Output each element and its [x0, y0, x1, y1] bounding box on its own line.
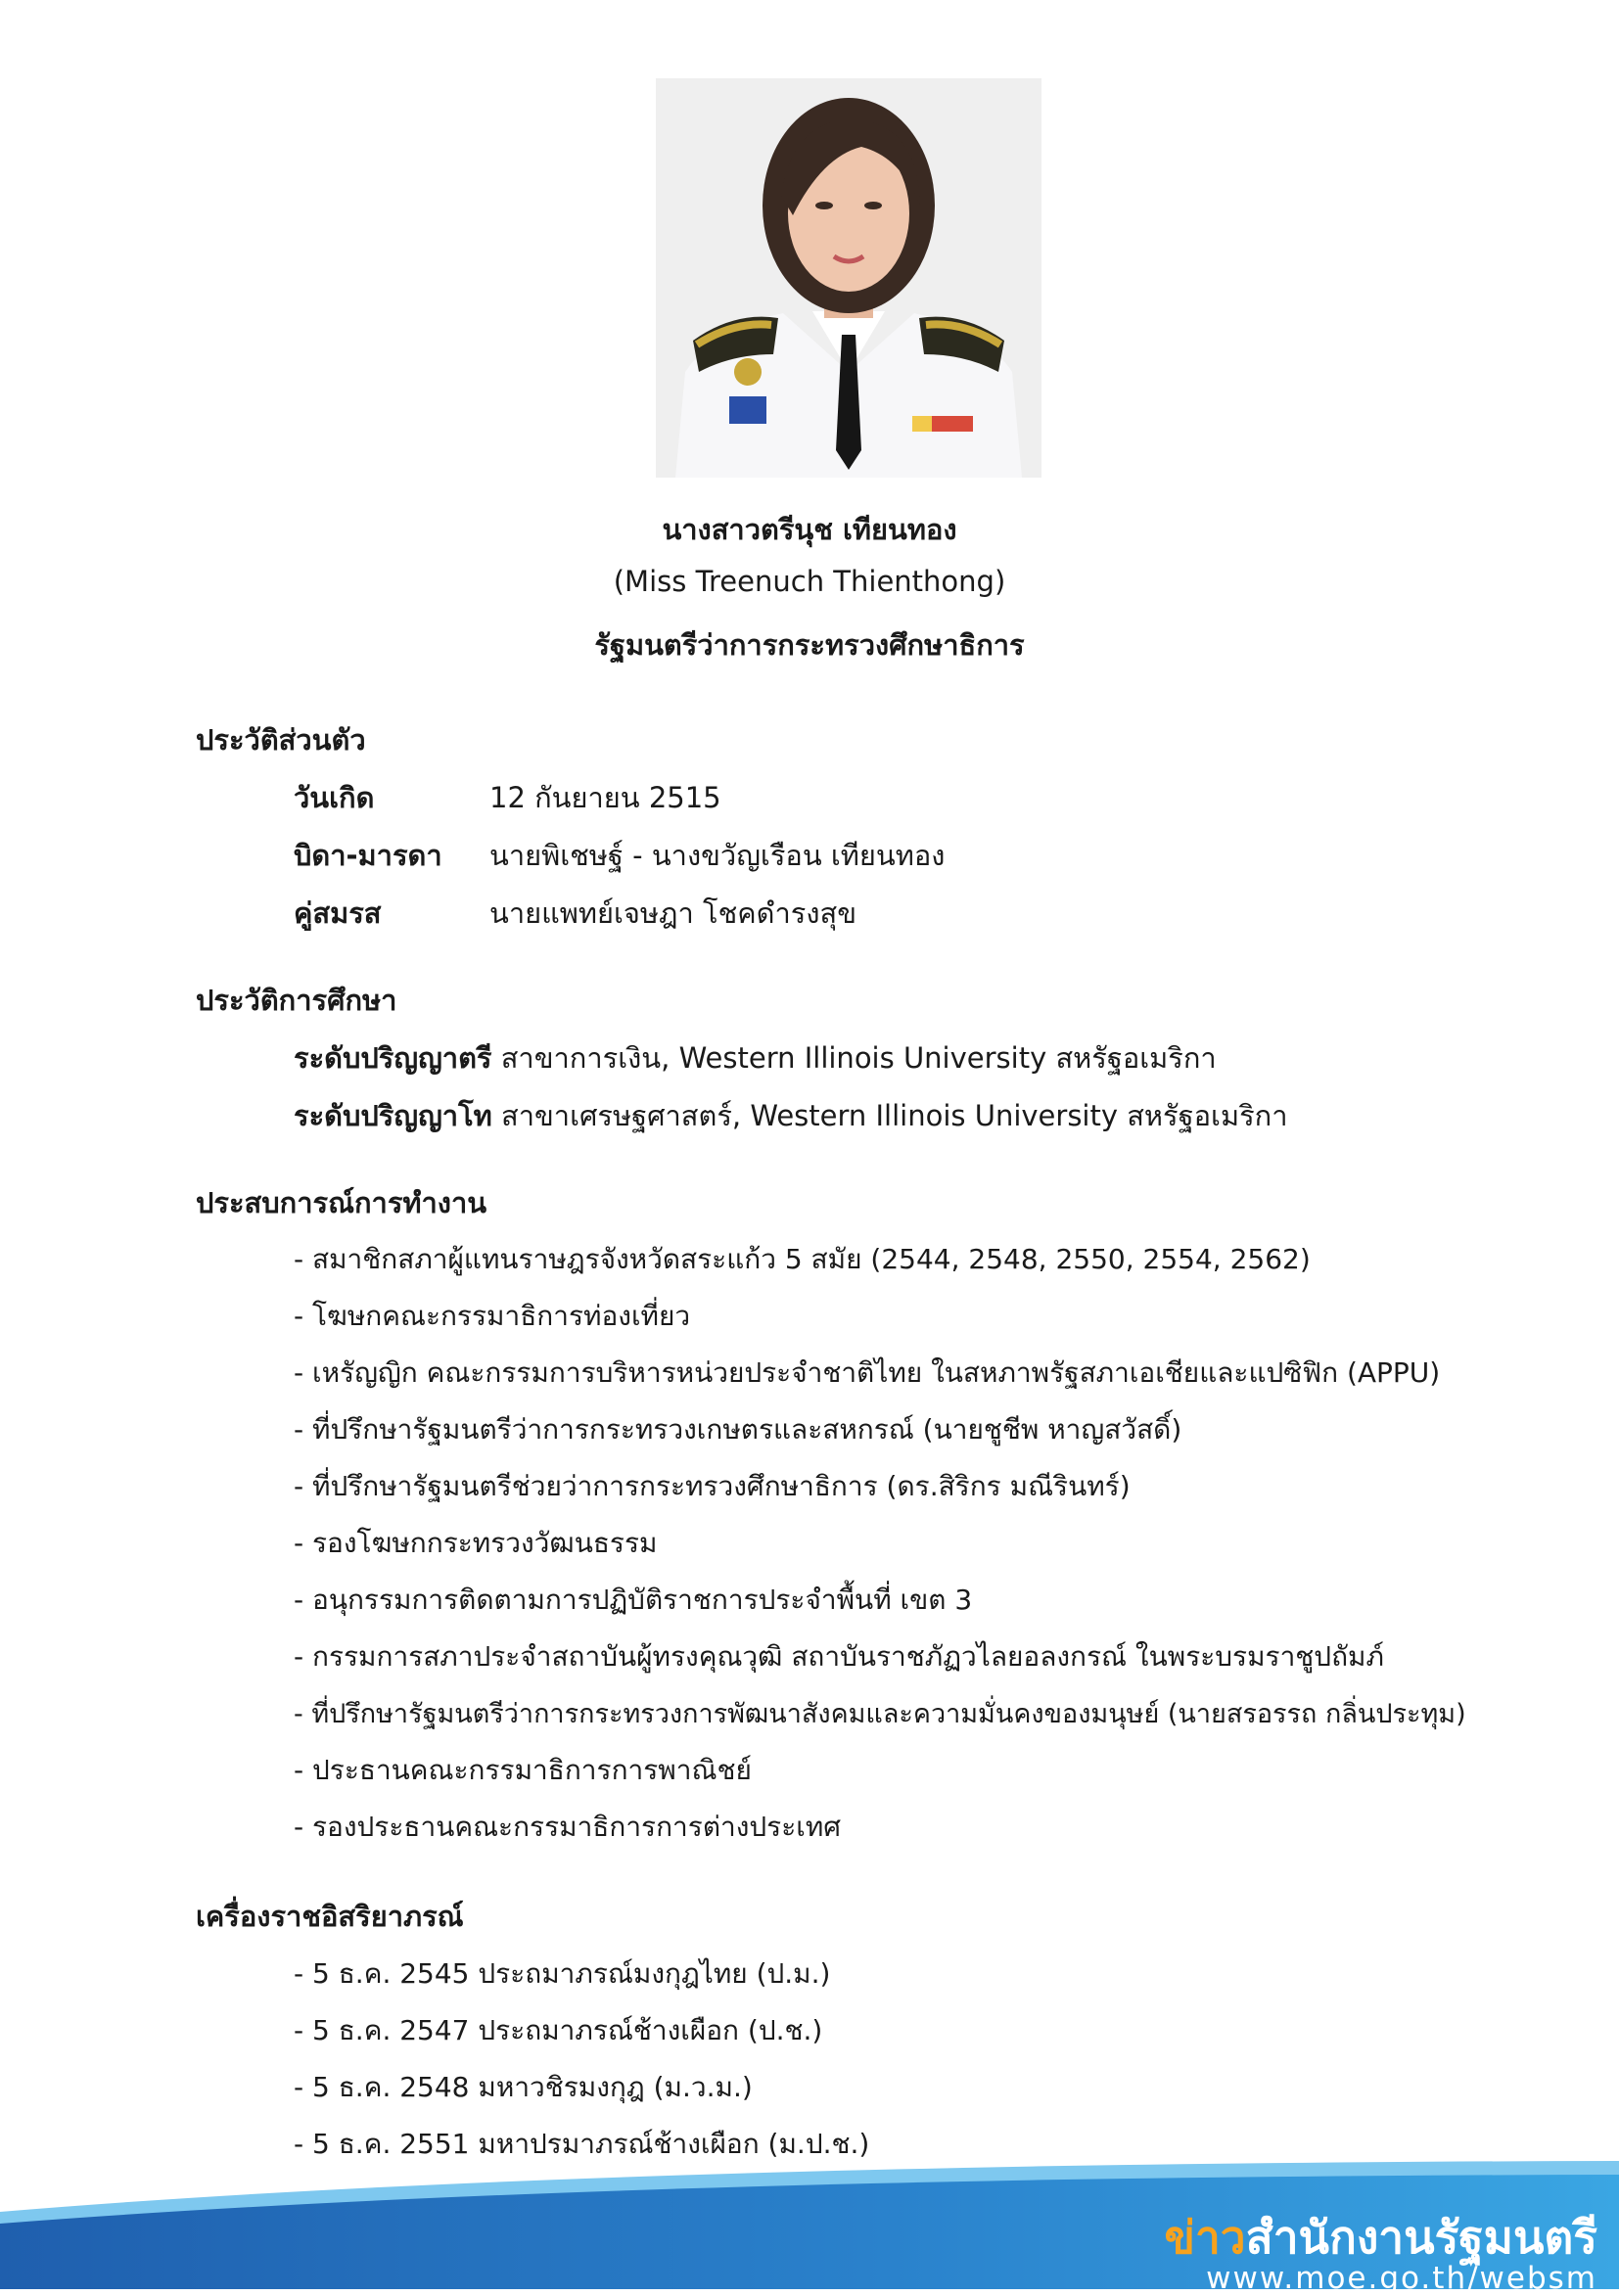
- experience-item: - ประธานคณะกรรมาธิการการพาณิชย์: [294, 1754, 752, 1786]
- experience-item: - กรรมการสภาประจำสถาบันผู้ทรงคุณวุฒิ สถาบันราชภัฏวไลยอลงกรณ์ ในพระบรมราชูปถัมภ์: [294, 1640, 1384, 1673]
- experience-item: - ที่ปรึกษารัฐมนตรีว่าการกระทรวงการพัฒนาสังคมและความมั่นคงของมนุษย์ (นายสรอรรถ กลิ่นประทุม): [294, 1699, 1466, 1729]
- section-title-education: ประวัติการศึกษา: [196, 984, 397, 1017]
- section-title-experience: ประสบการณ์การทำงาน: [196, 1186, 487, 1219]
- label-parents: บิดา-มารดา: [294, 839, 442, 872]
- portrait-photo: [656, 78, 1041, 478]
- name-thai: นางสาวตรีนุช เทียนทอง: [662, 513, 957, 546]
- decoration-item: - 5 ธ.ค. 2545 ประถมาภรณ์มงกุฎไทย (ป.ม.): [294, 1957, 831, 1990]
- experience-item: - เหรัญญิก คณะกรรมการบริหารหน่วยประจำชาติไทย ในสหภาพรัฐสภาเอเชียและแปซิฟิก (APPU): [294, 1356, 1441, 1389]
- decoration-item: - 5 ธ.ค. 2548 มหาวชิรมงกุฎ (ม.ว.ม.): [294, 2071, 753, 2103]
- label-birthdate: วันเกิด: [294, 781, 375, 814]
- experience-item: - ที่ปรึกษารัฐมนตรีว่าการกระทรวงเกษตรและสหกรณ์ (นายชูชีพ หาญสวัสดิ์): [294, 1413, 1182, 1446]
- experience-item: - อนุกรรมการติดตามการปฏิบัติราชการประจำพื้นที่ เขต 3: [294, 1584, 973, 1616]
- experience-item: - ที่ปรึกษารัฐมนตรีช่วยว่าการกระทรวงศึกษาธิการ (ดร.สิริกร มณีรินทร์): [294, 1470, 1131, 1502]
- footer-banner: [0, 2143, 1619, 2296]
- education-degree-value: สาขาเศรษฐศาสตร์, Western Illinois University สหรัฐอเมริกา: [491, 1099, 1288, 1132]
- education-row-master: [294, 1093, 1288, 1138]
- name-english: (Miss Treenuch Thienthong): [613, 565, 1006, 598]
- label-spouse: คู่สมรส: [294, 896, 382, 930]
- decoration-item: - 5 ธ.ค. 2547 ประถมาภรณ์ช้างเผือก (ป.ช.): [294, 2014, 823, 2046]
- experience-item: - รองโฆษกกระทรวงวัฒนธรรม: [294, 1527, 658, 1559]
- education-degree-label: ระดับปริญญาตรี: [294, 1041, 492, 1075]
- education-degree-value: สาขาการเงิน, Western Illinois University สหรัฐอเมริกา: [491, 1041, 1217, 1075]
- section-title-decorations: เครื่องราชอิสริยาภรณ์: [196, 1900, 464, 1933]
- experience-item: - โฆษกคณะกรรมาธิการท่องเที่ยว: [294, 1300, 691, 1332]
- footer-brand-accent: ข่าว: [1164, 2211, 1246, 2264]
- experience-item: - รองประธานคณะกรรมาธิการการต่างประเทศ: [294, 1811, 842, 1843]
- education-row-bachelor: [294, 1035, 1217, 1080]
- education-degree-label: ระดับปริญญาโท: [294, 1099, 492, 1132]
- footer-url: www.moe.go.th/websm: [1206, 2261, 1597, 2296]
- value-spouse: นายแพทย์เจษฎา โชคดำรงสุข: [489, 896, 857, 930]
- value-birthdate: 12 กันยายน 2515: [489, 781, 721, 814]
- experience-item: - สมาชิกสภาผู้แทนราษฎรจังหวัดสระแก้ว 5 สมัย (2544, 2548, 2550, 2554, 2562): [294, 1243, 1311, 1275]
- value-parents: นายพิเชษฐ์ - นางขวัญเรือน เทียนทอง: [489, 839, 946, 872]
- decoration-item: - 5 ธ.ค. 2551 มหาปรมาภรณ์ช้างเผือก (ม.ป.ช.): [294, 2128, 870, 2160]
- section-title-personal: ประวัติส่วนตัว: [196, 723, 366, 757]
- position-title: รัฐมนตรีว่าการกระทรวงศึกษาธิการ: [594, 628, 1025, 662]
- footer-brand-text: สำนักงานรัฐมนตรี: [1245, 2211, 1597, 2264]
